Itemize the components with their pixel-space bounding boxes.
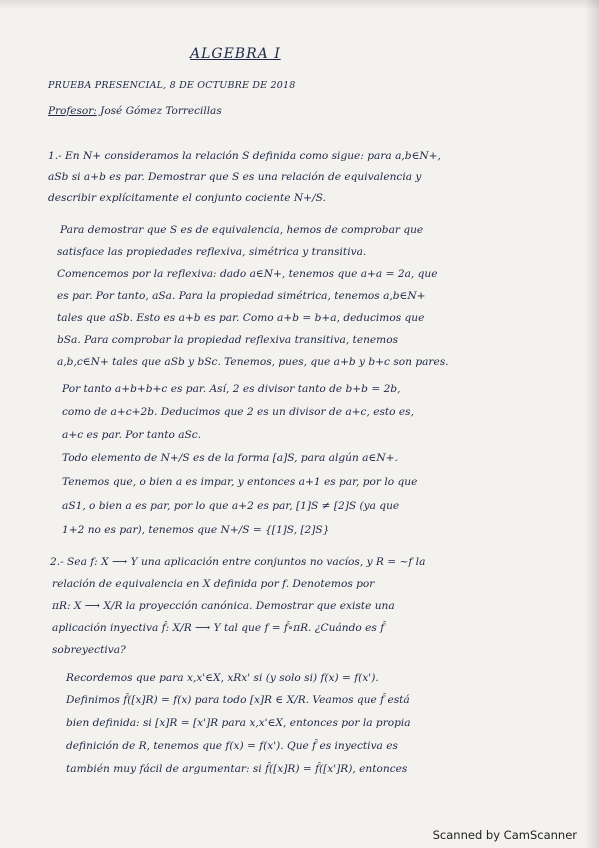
text-line: 2.- Sea f: X ⟶ Y una aplicación entre conjuntos no vacíos, y R = ~f la bbox=[50, 556, 426, 568]
text-line: tales que aSb. Esto es a+b es par. Como a+b = b+a, deducimos que bbox=[57, 312, 425, 324]
author-row bbox=[48, 105, 222, 117]
text-line: aSb si a+b es par. Demostrar que S es una relación de equivalencia y bbox=[48, 171, 422, 183]
text-line: bien definida: si [x]R = [x']R para x,x'∈X, entonces por la propia bbox=[66, 717, 411, 729]
text-line: πR: X ⟶ X/R la proyección canónica. Demostrar que existe una bbox=[52, 600, 395, 612]
text-line: a,b,c∈N+ tales que aSb y bSc. Tenemos, pues, que a+b y b+c son pares. bbox=[57, 356, 449, 368]
exam-subtitle: PRUEBA PRESENCIAL, 8 DE OCTUBRE DE 2018 bbox=[48, 80, 296, 91]
text-line: Recordemos que para x,x'∈X, xRx' si (y solo si) f(x) = f(x'). bbox=[66, 672, 379, 684]
document-title: ALGEBRA I bbox=[190, 46, 281, 62]
author-label: Profesor: bbox=[48, 105, 97, 117]
text-line: aS1, o bien a es par, por lo que a+2 es par, [1]S ≠ [2]S (ya que bbox=[62, 500, 400, 512]
text-line: sobreyectiva? bbox=[52, 644, 126, 656]
scan-shadow-edge bbox=[585, 0, 599, 848]
text-line: a+c es par. Por tanto aSc. bbox=[62, 429, 202, 441]
text-line: relación de equivalencia en X definida por f. Denotemos por bbox=[52, 578, 375, 590]
scanner-watermark: Scanned by CamScanner bbox=[432, 828, 577, 842]
author-name: José Gómez Torrecillas bbox=[100, 105, 222, 117]
text-line: como de a+c+2b. Deducimos que 2 es un divisor de a+c, esto es, bbox=[62, 406, 414, 418]
text-line: aplicación inyectiva f̂: X/R ⟶ Y tal que f = f̂∘πR. ¿Cuándo es f̂ bbox=[52, 622, 385, 634]
text-line: describir explícitamente el conjunto cociente N+/S. bbox=[48, 192, 326, 204]
text-line: Por tanto a+b+b+c es par. Así, 2 es divisor tanto de b+b = 2b, bbox=[62, 383, 401, 395]
text-line: Definimos f̂([x]R) = f(x) para todo [x]R ∈ X/R. Veamos que f̂ está bbox=[66, 694, 410, 706]
text-line: Para demostrar que S es de equivalencia, hemos de comprobar que bbox=[60, 224, 424, 236]
text-line: satisface las propiedades reflexiva, simétrica y transitiva. bbox=[57, 246, 367, 258]
text-line: 1+2 no es par), tenemos que N+/S = {[1]S, [2]S} bbox=[62, 524, 330, 536]
text-line: Todo elemento de N+/S es de la forma [a]S, para algún a∈N+. bbox=[62, 452, 398, 464]
text-line: Tenemos que, o bien a es impar, y entonces a+1 es par, por lo que bbox=[62, 476, 418, 488]
text-line: bSa. Para comprobar la propiedad reflexiva transitiva, tenemos bbox=[57, 334, 399, 346]
text-line: Comencemos por la reflexiva: dado a∈N+, tenemos que a+a = 2a, que bbox=[57, 268, 438, 280]
text-line: definición de R, tenemos que f(x) = f(x'). Que f̂ es inyectiva es bbox=[66, 740, 398, 752]
text-line: también muy fácil de argumentar: si f̂([x]R) = f̂([x']R), entonces bbox=[66, 763, 408, 775]
scan-shadow-top bbox=[0, 0, 599, 10]
text-line: es par. Por tanto, aSa. Para la propiedad simétrica, tenemos a,b∈N+ bbox=[57, 290, 426, 302]
text-line: 1.- En N+ consideramos la relación S definida como sigue: para a,b∈N+, bbox=[48, 150, 441, 162]
